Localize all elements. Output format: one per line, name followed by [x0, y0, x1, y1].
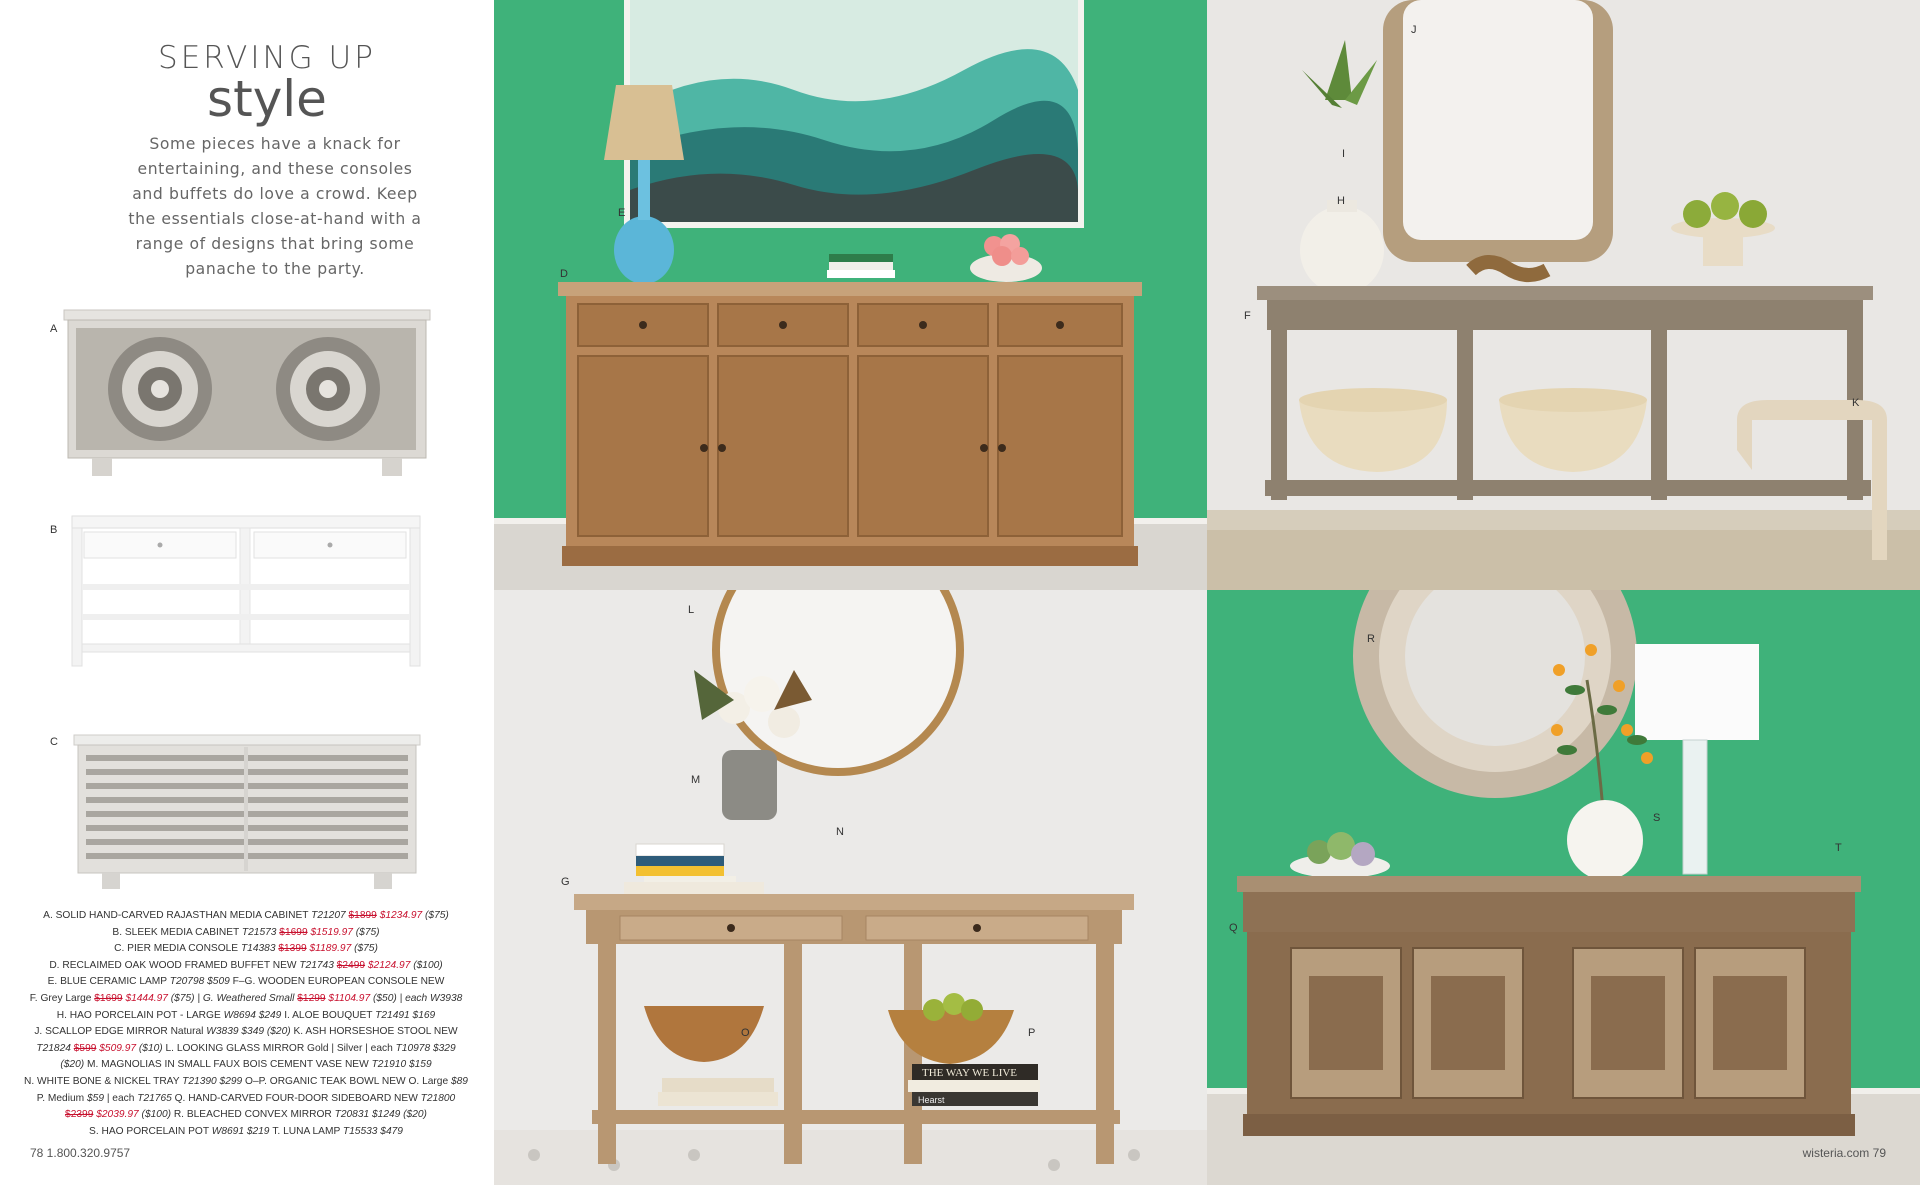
photo-label-f: F	[1244, 310, 1251, 322]
product-a-carved-cabinet[interactable]	[62, 302, 434, 478]
legend-line: J. SCALLOP EDGE MIRROR Natural W3839 $349 ($20) K. ASH HORSESHOE STOOL NEW	[34, 1026, 458, 1038]
legend-line: N. WHITE BONE & NICKEL TRAY T21390 $299 O–P. ORGANIC TEAK BOWL NEW O. Large $89	[24, 1075, 468, 1087]
product-a-label: A	[50, 323, 58, 335]
photo-console-round-mirror	[494, 590, 1207, 1185]
legend-line: ($20) M. MAGNOLIAS IN SMALL FAUX BOIS CEMENT VASE NEW T21910 $159	[60, 1059, 432, 1071]
photo-label-e: E	[618, 207, 626, 219]
left-page-footer: 78 1.800.320.9757	[30, 1146, 131, 1160]
intro-line: Some pieces have a knack for	[149, 135, 401, 153]
photo-label-q: Q	[1229, 922, 1238, 934]
photo-label-h: H	[1337, 195, 1345, 207]
legend-line: D. RECLAIMED OAK WOOD FRAMED BUFFET NEW T21743 $2499 $2124.97 ($100)	[49, 959, 443, 971]
legend-line: H. HAO PORCELAIN POT - LARGE W8694 $249 I. ALOE BOUQUET T21491 $169	[56, 1009, 436, 1021]
photo-label-g: G	[561, 876, 570, 888]
photo-label-d: D	[560, 268, 568, 280]
photo-buffet-green-wall	[494, 0, 1207, 590]
product-b-white-cabinet[interactable]	[70, 514, 422, 670]
photo-label-j: J	[1411, 24, 1417, 36]
photo-label-o: O	[741, 1027, 750, 1039]
photo-label-r: R	[1367, 633, 1375, 645]
heading-script: style	[207, 70, 327, 128]
photo-label-i: I	[1342, 148, 1346, 160]
right-page-footer: wisteria.com 79	[1802, 1146, 1886, 1160]
intro-line: range of designs that bring some	[135, 235, 415, 253]
legend-line: T21824 $599 $509.97 ($10) L. LOOKING GLASS MIRROR Gold | Silver | each T10978 $329	[36, 1042, 456, 1054]
legend-line: A. SOLID HAND-CARVED RAJASTHAN MEDIA CABINET T21207 $1899 $1234.97 ($75)	[43, 910, 449, 921]
legend-line: $2399 $2039.97 ($100) R. BLEACHED CONVEX MIRROR T20831 $1249 ($20)	[65, 1109, 427, 1121]
intro-line: panache to the party.	[185, 260, 365, 278]
legend-line: F. Grey Large $1699 $1444.97 ($75) | G. Weathered Small $1299 $1104.97 ($50) | each W3938	[29, 992, 463, 1004]
book-spine-brand: Hearst	[918, 1095, 945, 1105]
photo-label-p: P	[1028, 1027, 1036, 1039]
intro-line: and buffets do love a crowd. Keep	[132, 185, 418, 203]
legend-line: P. Medium $59 | each T21765 Q. HAND-CARVED FOUR-DOOR SIDEBOARD NEW T21800	[36, 1092, 456, 1104]
photo-label-t: T	[1835, 842, 1842, 854]
photo-console-light-wall	[1207, 0, 1920, 590]
book-spine-title: THE WAY WE LIVE	[922, 1067, 1018, 1079]
legend-line: S. HAO PORCELAIN POT W8691 $219 T. LUNA LAMP T15533 $479	[89, 1125, 403, 1137]
product-c-slatted-console[interactable]	[72, 733, 422, 893]
product-b-label: B	[50, 524, 58, 536]
heading-top: SERVING UP	[158, 40, 376, 76]
photo-label-n: N	[836, 826, 844, 838]
intro-line: the essentials close-at-hand with a	[128, 210, 422, 228]
product-legend	[22, 908, 470, 1140]
intro-line: entertaining, and these consoles	[137, 160, 413, 178]
legend-line: E. BLUE CERAMIC LAMP T20798 $509 F–G. WOODEN EUROPEAN CONSOLE NEW	[47, 976, 445, 988]
photo-sideboard-green-wall	[1207, 590, 1920, 1185]
legend-line: B. SLEEK MEDIA CABINET T21573 $1699 $1519.97 ($75)	[112, 926, 380, 938]
photo-label-m: M	[691, 774, 701, 786]
legend-line: C. PIER MEDIA CONSOLE T14383 $1399 $1189.97 ($75)	[114, 943, 378, 955]
photo-label-s: S	[1653, 812, 1661, 824]
photo-label-l: L	[688, 604, 695, 616]
product-c-label: C	[50, 736, 58, 748]
intro-text	[100, 132, 450, 282]
left-page	[0, 0, 494, 1185]
photo-label-k: K	[1852, 397, 1860, 409]
